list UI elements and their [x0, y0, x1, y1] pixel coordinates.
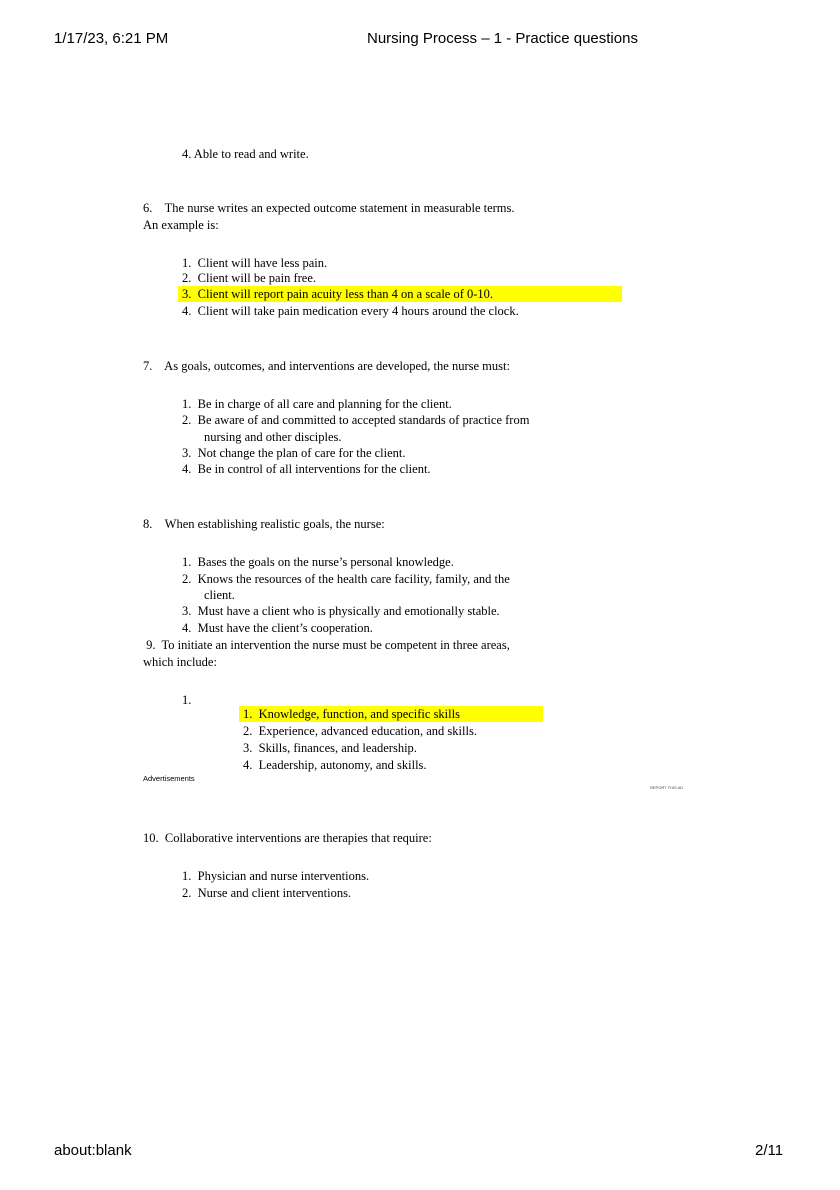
q6-stem-line2: An example is:: [143, 218, 219, 232]
print-datetime: 1/17/23, 6:21 PM: [54, 30, 169, 47]
q9-stem-line2: which include:: [143, 655, 217, 669]
q9-option-2: 2. Experience, advanced education, and skills.: [243, 724, 477, 738]
q8-stem: 8. When establishing realistic goals, the nurse:: [143, 517, 385, 531]
q7-stem: 7. As goals, outcomes, and interventions are developed, the nurse must:: [143, 359, 510, 373]
prev-option-4: 4. Able to read and write.: [182, 147, 309, 161]
q7-option-4: 4. Be in control of all interventions for the client.: [182, 462, 431, 476]
print-url: about:blank: [54, 1142, 132, 1159]
report-ad-link[interactable]: REPORT THIS AD: [650, 785, 684, 790]
q9-outer-number: 1.: [182, 693, 192, 707]
print-page-number: 2/11: [755, 1142, 784, 1159]
q9-option-1-highlighted: 1. Knowledge, function, and specific skills: [239, 706, 543, 722]
q7-option-1: 1. Be in charge of all care and planning for the client.: [182, 397, 452, 411]
q6-option-3-highlighted: 3. Client will report pain acuity less than 4 on a scale of 0-10.: [178, 286, 622, 302]
print-title: Nursing Process – 1 - Practice questions: [367, 30, 638, 47]
q8-option-4: 4. Must have the client’s cooperation.: [182, 621, 373, 635]
q6-option-2: 2. Client will be pain free.: [182, 271, 316, 285]
q10-stem: 10. Collaborative interventions are therapies that require:: [143, 831, 432, 845]
q10-option-2: 2. Nurse and client interventions.: [182, 886, 352, 900]
q7-option-2-cont: nursing and other disciples.: [204, 430, 342, 444]
q6-stem-line1: 6. The nurse writes an expected outcome statement in measurable terms.: [143, 201, 515, 215]
q9-option-3: 3. Skills, finances, and leadership.: [243, 741, 417, 755]
q6-option-4: 4. Client will take pain medication every 4 hours around the clock.: [182, 304, 519, 318]
q9-option-4: 4. Leadership, autonomy, and skills.: [243, 758, 427, 772]
advertisements-label: Advertisements: [143, 774, 195, 783]
q9-stem-line1: 9. To initiate an intervention the nurse must be competent in three areas,: [143, 638, 510, 652]
q8-option-3: 3. Must have a client who is physically and emotionally stable.: [182, 604, 500, 618]
q8-option-2-cont: client.: [204, 588, 235, 602]
q8-option-2: 2. Knows the resources of the health care facility, family, and the: [182, 572, 510, 586]
q8-option-1: 1. Bases the goals on the nurse’s personal knowledge.: [182, 555, 454, 569]
q6-option-1: 1. Client will have less pain.: [182, 256, 328, 270]
q10-option-1: 1. Physician and nurse interventions.: [182, 869, 370, 883]
q7-option-3: 3. Not change the plan of care for the client.: [182, 446, 406, 460]
q7-option-2: 2. Be aware of and committed to accepted standards of practice from: [182, 413, 530, 427]
